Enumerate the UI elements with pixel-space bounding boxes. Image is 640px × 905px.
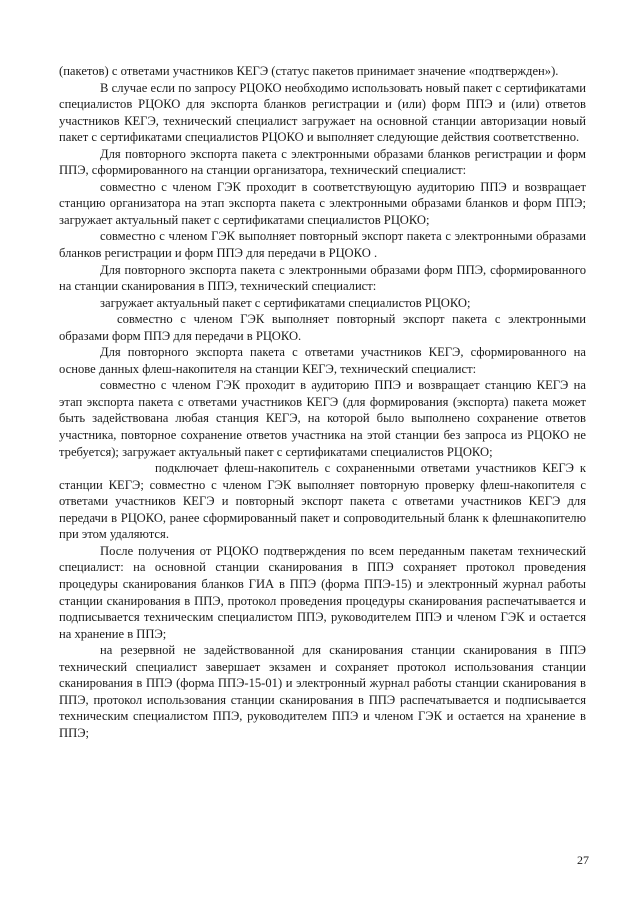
paragraph: (пакетов) с ответами участников КЕГЭ (статус пакетов принимает значение «подтвержден»). [59, 64, 559, 78]
paragraph: на резервной не задействованной для сканирования станции сканирования в ППЭ технический специалист завершает экзамен и сохраняет протокол использования станции сканирования в ППЭ (форма ППЭ-15-01) и электронный журнал работы станции сканирования в ППЭ, протокол использования станции сканирования в ППЭ распечатывается и подписывается техническим специалистом ППЭ, руководителем ППЭ и членом ГЭК и остается на хранение в ППЭ; [59, 643, 586, 740]
paragraph: Для повторного экспорта пакета с ответами участников КЕГЭ, сформированного на основе данных флеш-накопителя на станции КЕГЭ, технический специалист: [59, 345, 586, 376]
paragraph: совместно с членом ГЭК выполняет повторный экспорт пакета с электронными образами форм ППЭ для передачи в РЦОКО. [59, 312, 586, 343]
paragraph: Для повторного экспорта пакета с электронными образами бланков регистрации и форм ППЭ, сформированного на станции организатора, технический специалист: [59, 146, 586, 178]
paragraph: подключает флеш-накопитель с сохраненными ответами участников КЕГЭ к станции КЕГЭ; совместно с членом ГЭК выполняет повторную проверку флеш-накопителя с ответами участников КЕГЭ и повторный экспорт пакета с ответами участников КЕГЭ для передачи в РЦОКО, ранее сформированный пакет и сопроводительный бланк к флешнакопителю при этом удаляются. [59, 461, 586, 542]
paragraph: загружает актуальный пакет с сертификатами специалистов РЦОКО; [100, 295, 471, 310]
body-text [59, 63, 586, 741]
paragraph: Для повторного экспорта пакета с электронными образами форм ППЭ, сформированного на станции сканирования в ППЭ, технический специалист: [59, 262, 586, 294]
paragraph: совместно с членом ГЭК выполняет повторный экспорт пакета с электронными образами бланков регистрации и форм ППЭ для передачи в РЦОКО . [59, 229, 586, 261]
paragraph: совместно с членом ГЭК проходит в соответствующую аудиторию ППЭ и возвращает станцию организатора на этап экспорта пакета с электронными образами бланков и форм ППЭ; загружает актуальный пакет с сертификатами специалистов РЦОКО; [59, 179, 586, 227]
paragraph: совместно с членом ГЭК проходит в аудиторию ППЭ и возвращает станцию КЕГЭ на этап экспорта пакета с ответами участников КЕГЭ (для формирования (экспорта) пакета может быть задействована любая станция КЕГЭ, на которой было выполнено сохранение ответов участника, повторное сохранение ответов участника на этой станции без запроса из РЦОКО не требуется); загружает актуальный пакет с сертификатами специалистов РЦОКО; [59, 378, 586, 459]
paragraph: После получения от РЦОКО подтверждения по всем переданным пакетам технический специалист: на основной станции сканирования в ППЭ сохраняет протокол проведения процедуры сканирования бланков ГИА в ППЭ (форма ППЭ-15) и электронный журнал работы станции сканирования в ППЭ, протокол проведения процедуры сканирования распечатывается и подписывается техническим специалистом ППЭ, руководителем ППЭ и членом ГЭК и остается на хранение в ППЭ; [59, 543, 586, 641]
paragraph: В случае если по запросу РЦОКО необходимо использовать новый пакет с сертификатами специалистов РЦОКО для экспорта бланков регистрации и (или) форм ППЭ и (или) ответов участников КЕГЭ, технический специалист загружает на основной станции авторизации новый пакет с сертификатами специалистов РЦОКО и выполняет следующие действия соответственно. [59, 80, 586, 145]
page-number: 27 [577, 853, 589, 867]
